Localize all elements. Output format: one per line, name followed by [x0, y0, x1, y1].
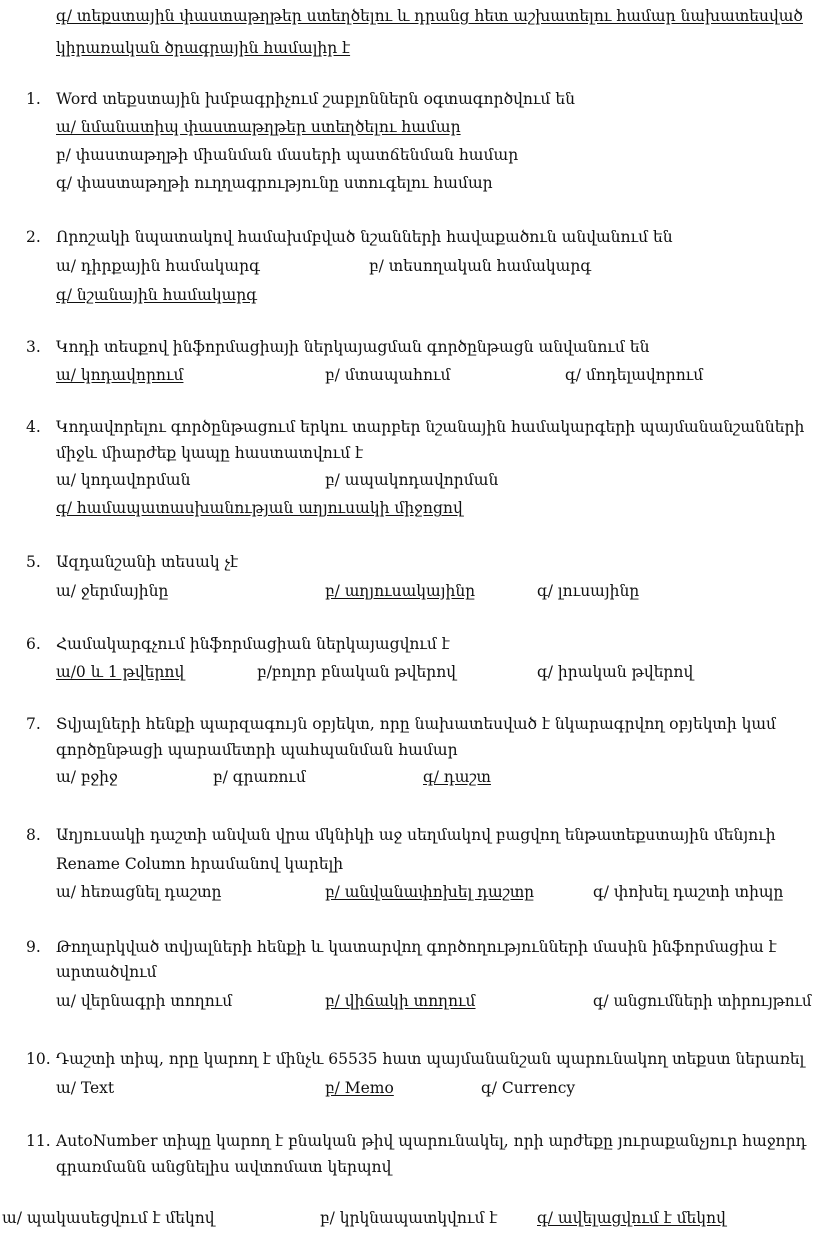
answer-option: գ/ լուսայինը	[537, 582, 640, 600]
answer-option: բ/ գրառում	[213, 768, 306, 786]
question-number: 6.	[26, 635, 41, 653]
question-number: 1.	[26, 90, 41, 108]
question-text: Դաշտի տիպ, որը կարող է մինչև 65535 հատ պայմանանշան պարունակող տեքստ ներառել	[56, 1050, 805, 1068]
question-text: Աղյուսակի դաշտի անվան վրա մկնիկի աջ սեղմակով բացվող ենթատեքստային մենյուի	[56, 826, 776, 844]
answer-option: ա/ բջիջ	[56, 768, 118, 786]
question-text: Ազդանշանի տեսակ չէ	[56, 553, 239, 571]
answer-option: գ/ մոդելավորում	[565, 366, 704, 384]
question-text: Rename Column հրամանով կարելի	[56, 855, 344, 873]
question-text: գրառմանն անցնելիս ավտոմատ կերպով	[56, 1158, 392, 1176]
answer-option: բ/ աղյուսակայինը	[325, 582, 476, 600]
question-text: Թողարկված տվյալների հենքի և կատարվող գործողությունների մասին ինֆորմացիա է	[56, 938, 777, 956]
question-text: Համակարգչում ինֆորմացիան ներկայացվում է	[56, 635, 450, 653]
answer-option: գ/ նշանային համակարգ	[56, 286, 258, 304]
question-text: Որոշակի նպատակով համախմբված նշանների հավաքածուն անվանում են	[56, 228, 673, 246]
intro-line-1: գ/ տեքստային փաստաթղթեր ստեղծելու և դրանց հետ աշխատելու համար նախատեսված	[56, 7, 803, 25]
answer-option: ա/ պակասեցվում է մեկով	[2, 1209, 215, 1227]
answer-option: բ/ փաստաթղթի միանման մասերի պատճենման համար	[56, 146, 519, 164]
question-text: Կոդավորելու գործընթացում երկու տարբեր նշանային համակարգերի պայմանանշանների	[56, 418, 805, 436]
answer-option: բ/ կրկնապատկվում է	[320, 1209, 498, 1227]
question-number: 10.	[26, 1050, 51, 1068]
answer-option: ա/ Text	[56, 1079, 115, 1097]
answer-option: գ/ փոխել դաշտի տիպը	[593, 883, 784, 901]
answer-option: գ/ անցումների տիրույթում	[593, 992, 812, 1010]
answer-option: գ/ իրական թվերով	[537, 663, 694, 681]
answer-option: բ/ մտապահում	[325, 366, 451, 384]
answer-option: ա/ ջերմայինը	[56, 582, 169, 600]
question-text: Տվյալների հենքի պարզագույն օբյեկտ, որը նախատեսված է նկարագրվող օբյեկտի կամ	[56, 715, 777, 733]
answer-option: ա/ հեռացնել դաշտը	[56, 883, 222, 901]
answer-option: գ/ Currency	[481, 1079, 576, 1097]
question-text: Word տեքստային խմբագրիչում շաբլոններն օգտագործվում են	[56, 90, 575, 108]
question-number: 3.	[26, 338, 41, 356]
answer-option: բ/ Memo	[325, 1079, 394, 1097]
answer-option: գ/ դաշտ	[423, 768, 491, 786]
answer-option: բ/բոլոր բնական թվերով	[257, 663, 457, 681]
question-text: Կոդի տեսքով ինֆորմացիայի ներկայացման գործընթացն անվանում են	[56, 338, 650, 356]
answer-option: բ/ վիճակի տողում	[325, 992, 476, 1010]
question-number: 4.	[26, 418, 41, 436]
question-number: 11.	[26, 1132, 51, 1150]
question-number: 5.	[26, 553, 41, 571]
question-text: արտածվում	[56, 963, 157, 981]
question-number: 7.	[26, 715, 41, 733]
question-text: գործընթացի պարամետրի պահպանման համար	[56, 741, 458, 759]
answer-option: ա/0 և 1 թվերով	[56, 663, 185, 681]
answer-option: ա/ կոդավորման	[56, 471, 191, 489]
answer-option: ա/ նմանատիպ փաստաթղթեր ստեղծելու համար	[56, 118, 461, 136]
intro-line-2: կիրառական ծրագրային համալիր է	[56, 39, 351, 57]
question-text: AutoNumber տիպը կարող է բնական թիվ պարունակել, որի արժեքը յուրաքանչյուր հաջորդ	[56, 1132, 807, 1150]
question-number: 9.	[26, 938, 41, 956]
answer-option: բ/ անվանափոխել դաշտը	[325, 883, 535, 901]
answer-option: ա/ դիրքային համակարգ	[56, 257, 260, 275]
answer-option: ա/ կոդավորում	[56, 366, 184, 384]
answer-option: գ/ համապատասխանության աղյուսակի միջոցով	[56, 499, 463, 517]
question-number: 8.	[26, 826, 41, 844]
answer-option: բ/ ապակոդավորման	[325, 471, 499, 489]
question-text: միջև միարժեք կապը հաստատվում է	[56, 444, 364, 462]
answer-option: գ/ ավելացվում է մեկով	[537, 1209, 726, 1227]
question-number: 2.	[26, 228, 41, 246]
answer-option: ա/ վերնագրի տողում	[56, 992, 233, 1010]
answer-option: բ/ տեսողական համակարգ	[369, 257, 592, 275]
answer-option: գ/ փաստաթղթի ուղղագրությունը ստուգելու համար	[56, 174, 493, 192]
